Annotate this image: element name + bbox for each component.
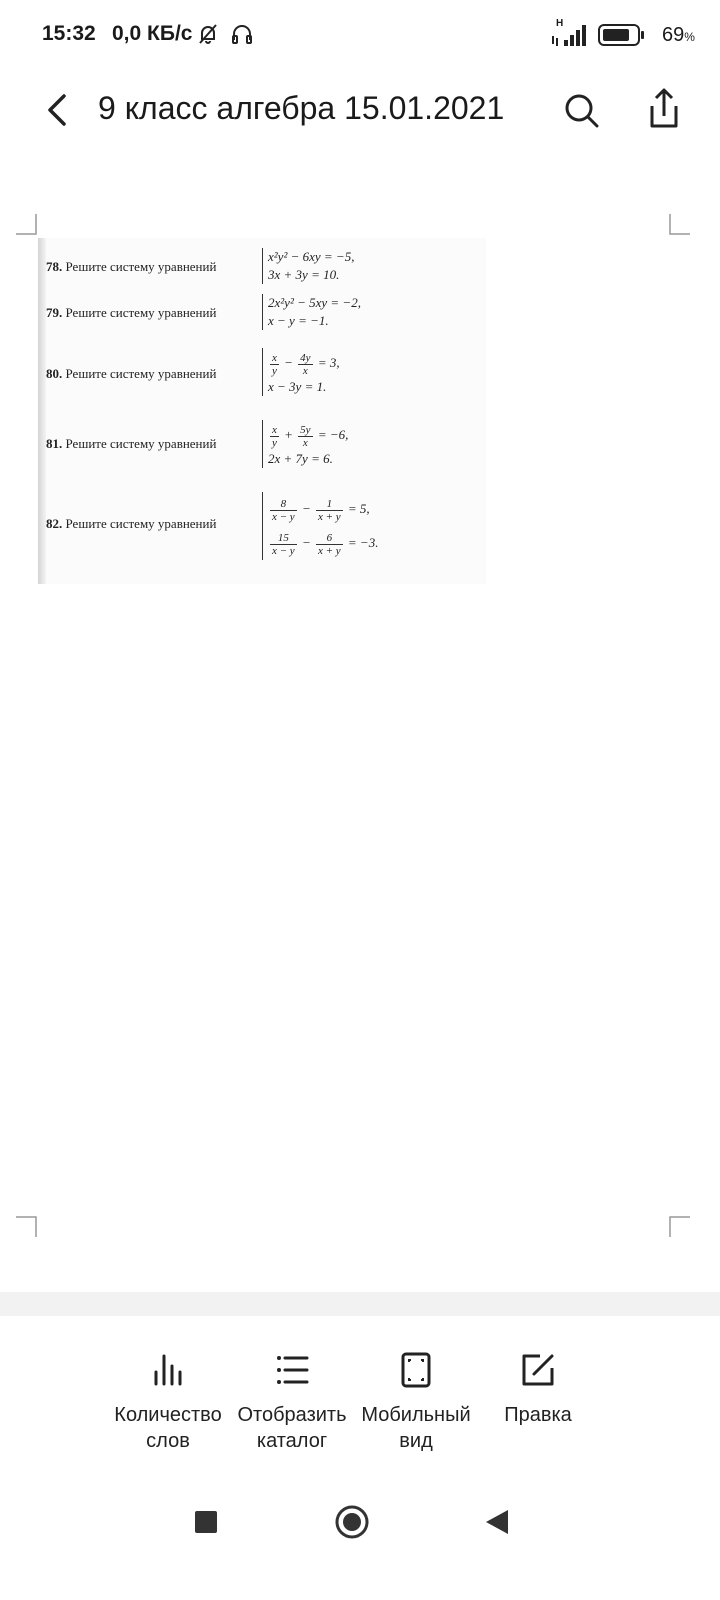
fraction: $\frac{5y}{x}$: [300, 423, 311, 449]
equation-line: x²y² − 6xy = −5,: [268, 249, 355, 264]
equation-system: [262, 294, 361, 330]
page-corner-mark: [668, 1215, 690, 1237]
problem-label: Решите систему уравнений: [65, 366, 217, 381]
equation-line: $\frac{15}{x - y}$ − $\frac{6}{x + y}$ = −3.: [272, 531, 379, 557]
fraction: $\frac{x}{y}$: [272, 351, 277, 377]
signal-icon: [550, 24, 590, 46]
recent-apps-icon[interactable]: [194, 1510, 218, 1534]
fraction: $\frac{4y}{x}$: [300, 351, 311, 377]
status-net-speed: 0,0 КБ/с: [112, 22, 193, 45]
search-icon[interactable]: [562, 88, 602, 132]
page-corner-mark: [16, 214, 38, 236]
fullscreen-icon: [398, 1352, 434, 1388]
bar-chart-icon: [150, 1352, 186, 1388]
equation-line: 2x + 7y = 6.: [268, 451, 333, 466]
fraction: $\frac{8}{x - y}$: [272, 497, 295, 523]
headphones-icon: [230, 22, 254, 46]
status-bar: [0, 0, 720, 70]
share-icon[interactable]: [644, 86, 684, 132]
status-time: 15:32: [42, 22, 96, 45]
problem-label: Решите систему уравнений: [65, 436, 217, 451]
problem-number: 78.: [46, 259, 63, 274]
mobile-view-button[interactable]: [354, 1352, 478, 1454]
document-title: 9 класс алгебра 15.01.2021: [98, 90, 505, 126]
equation-line: x − y = −1.: [268, 313, 329, 328]
problem-82: [46, 492, 486, 564]
battery-icon: [598, 24, 646, 46]
system-nav-bar: [0, 1474, 720, 1600]
problem-number: 82.: [46, 516, 63, 531]
fraction: $\frac{15}{x - y}$: [272, 531, 295, 557]
problem-78: [46, 248, 486, 288]
back-nav-icon[interactable]: [484, 1508, 510, 1536]
problem-80: [46, 348, 486, 404]
show-catalog-button[interactable]: [230, 1352, 354, 1454]
edit-label: Правка: [504, 1404, 572, 1426]
fraction: $\frac{6}{x + y}$: [317, 531, 341, 557]
scan-edge-shadow: [38, 238, 46, 584]
fraction: $\frac{x}{y}$: [272, 423, 277, 449]
bottom-toolbar: [0, 1316, 720, 1475]
problem-79: [46, 294, 486, 334]
equation-system: [262, 492, 378, 560]
battery-percent: 69%: [662, 24, 695, 46]
page-corner-mark: [668, 214, 690, 236]
equation-line: 2x²y² − 5xy = −2,: [268, 295, 361, 310]
equation-line: $\frac{x}{y}$ + $\frac{5y}{x}$ = −6,: [272, 423, 349, 449]
network-type: H: [556, 18, 564, 29]
problem-81: [46, 420, 486, 476]
equation-line: 3x + 3y = 10.: [268, 267, 340, 282]
edit-icon: [520, 1352, 556, 1388]
chevron-left-icon[interactable]: [40, 88, 80, 132]
fraction: $\frac{1}{x + y}$: [317, 497, 341, 523]
equation-line: $\frac{x}{y}$ − $\frac{4y}{x}$ = 3,: [272, 351, 340, 377]
document-page[interactable]: [0, 150, 720, 1310]
separator: [0, 1292, 720, 1316]
app-header: [0, 70, 720, 150]
equation-line: $\frac{8}{x - y}$ − $\frac{1}{x + y}$ = 5,: [272, 497, 370, 523]
home-icon[interactable]: [334, 1504, 370, 1540]
mobile-view-label: Мобильный вид: [361, 1404, 471, 1452]
list-icon: [274, 1352, 310, 1388]
equation-system: [262, 248, 354, 284]
equation-system: [262, 348, 340, 396]
equation-system: [262, 420, 348, 468]
problem-label: Решите систему уравнений: [65, 516, 217, 531]
show-catalog-label: Отобразить каталог: [237, 1404, 347, 1452]
word-count-label: Количество слов: [114, 1404, 222, 1452]
scanned-image: [38, 238, 486, 584]
mute-bell-icon: [196, 22, 220, 46]
problem-number: 80.: [46, 366, 63, 381]
equation-line: x − 3y = 1.: [268, 379, 327, 394]
problem-number: 81.: [46, 436, 63, 451]
page-corner-mark: [16, 1215, 38, 1237]
problem-label: Решите систему уравнений: [65, 305, 217, 320]
edit-button[interactable]: [476, 1352, 600, 1428]
problem-label: Решите систему уравнений: [65, 259, 217, 274]
word-count-button[interactable]: [106, 1352, 230, 1454]
problem-number: 79.: [46, 305, 63, 320]
